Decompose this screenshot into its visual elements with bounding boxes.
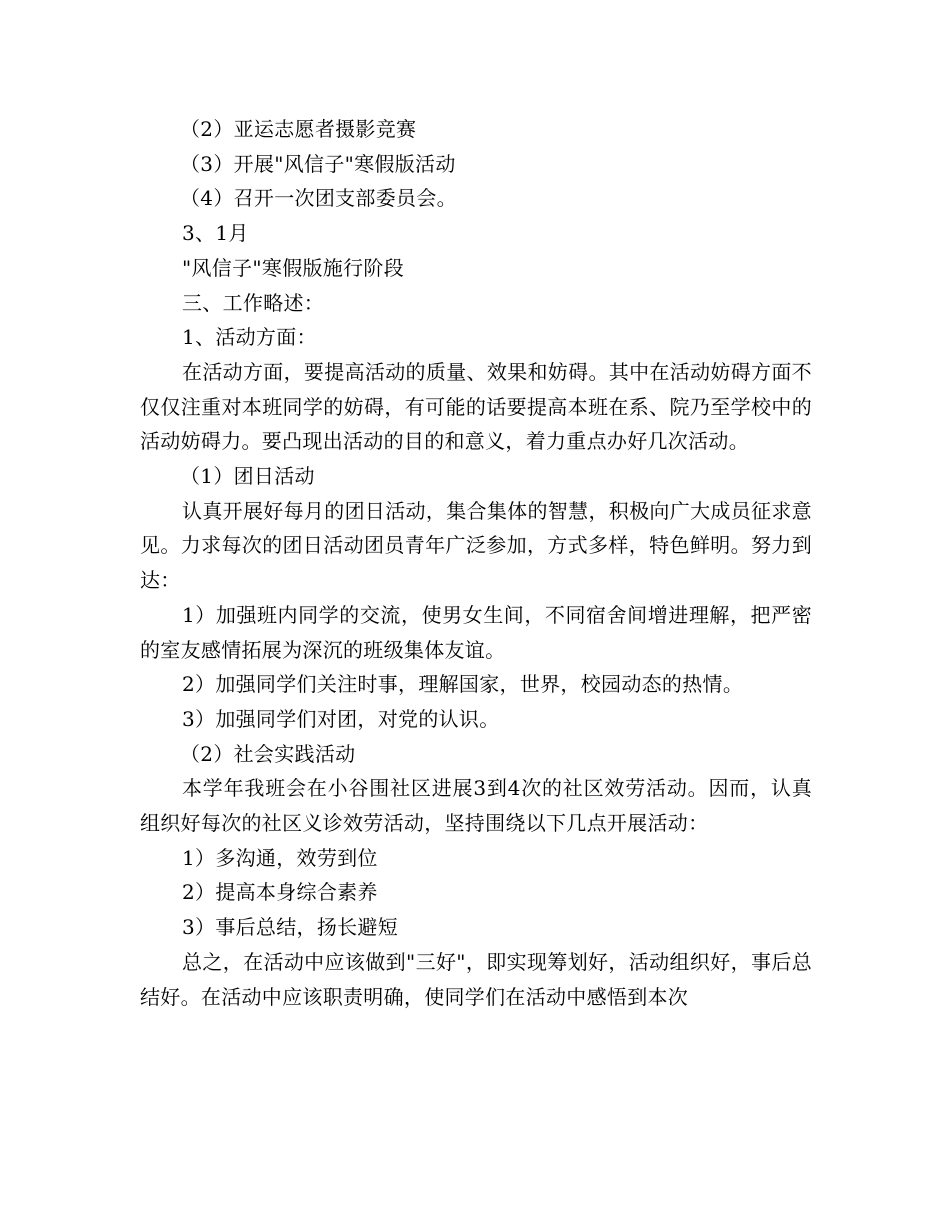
paragraph-social-practice: 本学年我班会在小谷围社区进展3到4次的社区效劳活动。因而，认真组织好每次的社区义诊效劳活动，坚持围绕以下几点开展活动： bbox=[140, 776, 812, 836]
subsection-heading-activities: 1、活动方面： bbox=[182, 325, 317, 350]
list-item-exchange: 1）加强班内同学的交流，使男女生间，不同宿舍间增进理解，把严密的室友感情拓展为深沉的班级集体友谊。 bbox=[140, 602, 812, 662]
list-item-party-awareness: 3）加强同学们对团，对党的认识。 bbox=[182, 706, 500, 731]
list-item-summary: 3）事后总结，扬长避短 bbox=[182, 915, 399, 940]
list-item-current-affairs: 2）加强同学们关注时事，理解国家，世界，校园动态的热情。 bbox=[182, 672, 744, 697]
document-body bbox=[140, 112, 812, 1014]
subheading-league-day: （1）团日活动 bbox=[180, 464, 315, 489]
list-item-committee-meeting: （4）召开一次团支部委员会。 bbox=[180, 186, 457, 211]
list-item-communication: 1）多沟通，效劳到位 bbox=[182, 845, 378, 870]
section-heading-work-summary: 三、工作略述： bbox=[182, 290, 325, 315]
paragraph-league-day: 认真开展好每月的团日活动，集合集体的智慧，积极向广大成员征求意见。力求每次的团日活动团员青年广泛参加，方式多样，特色鲜明。努力到达： bbox=[140, 498, 812, 593]
paragraph-activities: 在活动方面，要提高活动的质量、效果和妨碍。其中在活动妨碍方面不仅仅注重对本班同学的妨碍，有可能的话要提高本班在系、院乃至学校中的活动妨碍力。要凸现出活动的目的和意义，着力重点办好几次活动。 bbox=[140, 359, 812, 454]
subheading-social-practice: （2）社会实践活动 bbox=[180, 741, 356, 766]
paragraph-conclusion: 总之，在活动中应该做到"三好"，即实现筹划好，活动组织好，事后总结好。在活动中应该职责明确，使同学们在活动中感悟到本次 bbox=[140, 949, 812, 1009]
list-item-quality: 2）提高本身综合素养 bbox=[182, 880, 378, 905]
phase-heading: "风信子"寒假版施行阶段 bbox=[182, 255, 404, 280]
list-item-photo-contest: （2）亚运志愿者摄影竞赛 bbox=[180, 117, 417, 141]
month-heading: 3、1月 bbox=[182, 221, 249, 246]
list-item-winter-activity: （3）开展"风信子"寒假版活动 bbox=[180, 151, 456, 176]
